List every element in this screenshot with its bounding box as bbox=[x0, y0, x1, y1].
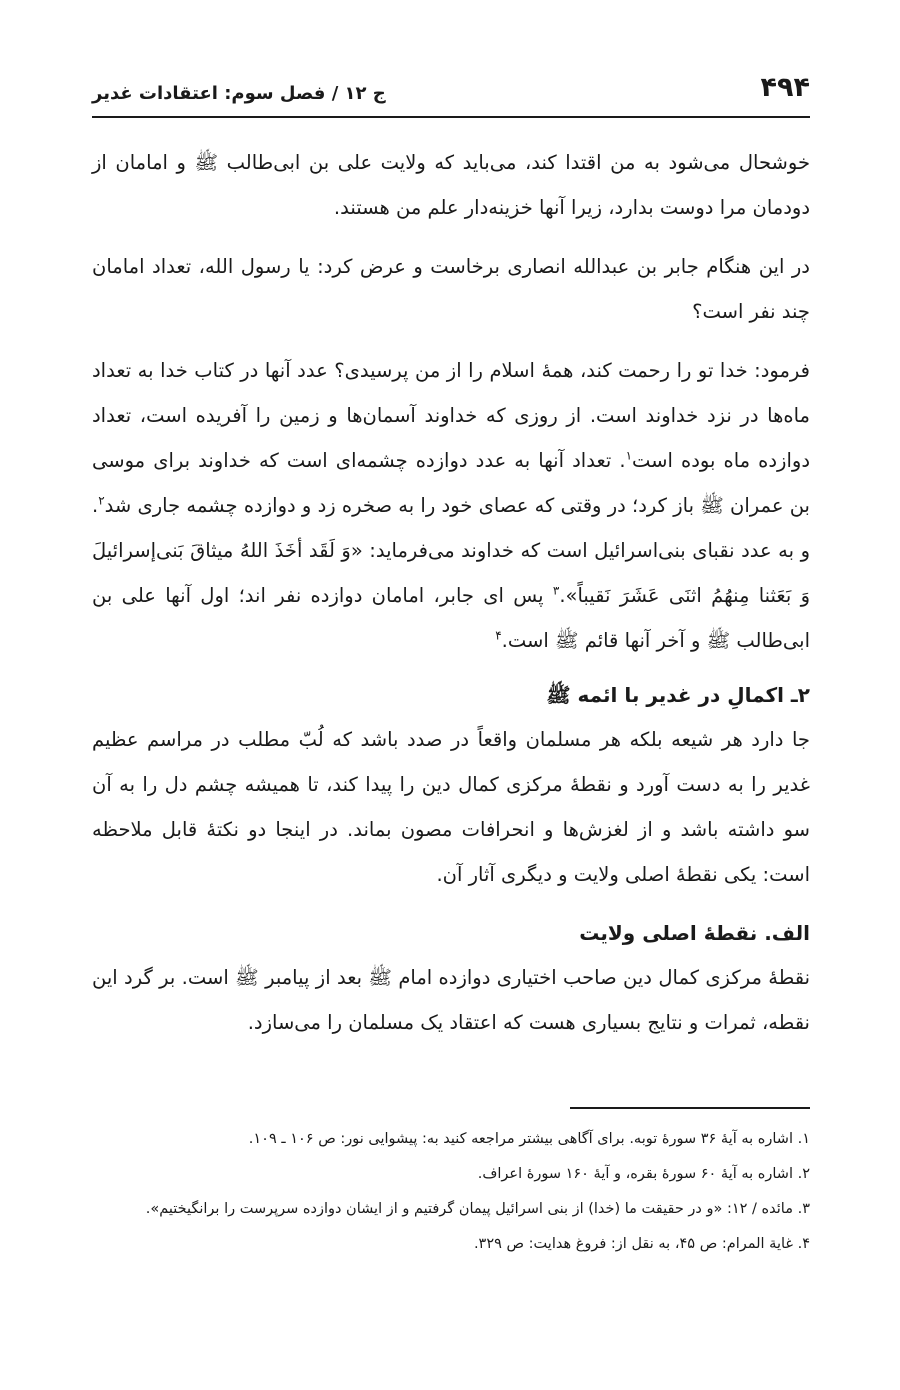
page-number: ۴۹۴ bbox=[760, 72, 810, 103]
paragraph-5: نقطهٔ مرکزی کمال دین صاحب اختیاری دوازده امام ﷺ بعد از پیامبر ﷺ است. بر گرد این نقطه، ثمرات و نتایج بسیاری هست که اعتقاد یک مسلمان را می‌سازد. bbox=[92, 966, 810, 1034]
footnotes bbox=[92, 1124, 810, 1264]
paragraph-3 bbox=[92, 348, 810, 663]
footnote-3: ۳. مائده / ۱۲: «و در حقیقت ما (خدا) از بنی اسرائیل پیمان گرفتیم و از ایشان دوازده سرپرست را برانگیختیم». bbox=[145, 1201, 810, 1217]
footnote-separator bbox=[570, 1107, 810, 1109]
footnote-ref-3[interactable]: ۳ bbox=[552, 583, 560, 598]
paragraph-2: در این هنگام جابر بن عبدالله انصاری برخاست و عرض کرد: یا رسول الله، تعداد امامان چند نفر است؟ bbox=[92, 255, 810, 323]
paragraph-3-part-c: . و به عدد نقبای بنی‌اسرائیل است که خداوند می‌فرماید: «وَ لَقَد أخَذَ اللهُ میثاقَ بَنی‌إسرائیلَ وَ بَعَثنا مِنهُمُ اثنَی عَشَرَ نَقیباً». bbox=[92, 494, 810, 607]
paragraph-3-part-b: . تعداد آنها به عدد دوازده چشمه‌ای است که خداوند برای موسی بن عمران ﷺ باز کرد؛ در وقتی که عصای خود را به صخره زد و دوازده چشمه جاری شد bbox=[92, 449, 810, 517]
page-header bbox=[92, 70, 810, 114]
main-text bbox=[92, 140, 810, 1059]
footnote-1: ۱. اشاره به آیهٔ ۳۶ سورهٔ توبه. برای آگاهی بیشتر مراجعه کنید به: پیشوایی نور: ص ۱۰۶ ـ ۱۰۹. bbox=[248, 1131, 810, 1147]
footnote-2: ۲. اشاره به آیهٔ ۶۰ سورهٔ بقره، و آیهٔ ۱۶۰ سورهٔ اعراف. bbox=[477, 1166, 810, 1182]
footnote-ref-1[interactable]: ۱ bbox=[625, 448, 633, 463]
paragraph-1: خوشحال می‌شود به من اقتدا کند، می‌باید که ولایت علی بن ابی‌طالب ﷺ و امامان از دودمان مرا دوست بدارد، زیرا آنها خزینه‌دار علم من هستند. bbox=[92, 151, 810, 219]
running-title: ج ۱۲ / فصل سوم: اعتقادات غدیر bbox=[92, 83, 386, 104]
paragraph-3-part-a: فرمود: خدا تو را رحمت کند، همهٔ اسلام را از من پرسیدی؟ عدد آنها در کتاب خدا به تعداد ماه‌ها در نزد خداوند است. از روزی که خداوند آسمان‌ها و زمین را آفریده است، تعداد دوازده ماه بوده است bbox=[92, 359, 810, 472]
paragraph-3-part-d: پس ای جابر، امامان دوازده نفر اند؛ اول آنها علی بن ابی‌طالب ﷺ و آخر آنها قائم ﷺ است. bbox=[92, 584, 810, 652]
paragraph-4: جا دارد هر شیعه بلکه هر مسلمان واقعاً در صدد باشد که لُبّ مطلب در مراسم عظیم غدیر را به دست آورد و نقطهٔ مرکزی کمال دین را پیدا کند، تا همیشه چشم دل را به آن سو داشته باشد و از لغزش‌ها و انحرافات مصون بماند. در اینجا دو نکتهٔ قابل ملاحظه است: یکی نقطهٔ اصلی ولایت و دیگری آثار آن. bbox=[92, 728, 810, 886]
footnote-ref-4[interactable]: ۴ bbox=[495, 628, 502, 643]
subsection-heading-alef: الف. نقطهٔ اصلی ولایت bbox=[579, 921, 810, 945]
footnote-ref-2[interactable]: ۲ bbox=[98, 493, 105, 508]
footnote-4: ۴. غایة المرام: ص ۴۵، به نقل از: فروغ هدایت: ص ۳۲۹. bbox=[473, 1236, 810, 1252]
header-rule bbox=[92, 116, 810, 118]
section-heading-2: ۲ـ اکمالِ در غدیر با ائمه ﷺ bbox=[546, 683, 810, 707]
